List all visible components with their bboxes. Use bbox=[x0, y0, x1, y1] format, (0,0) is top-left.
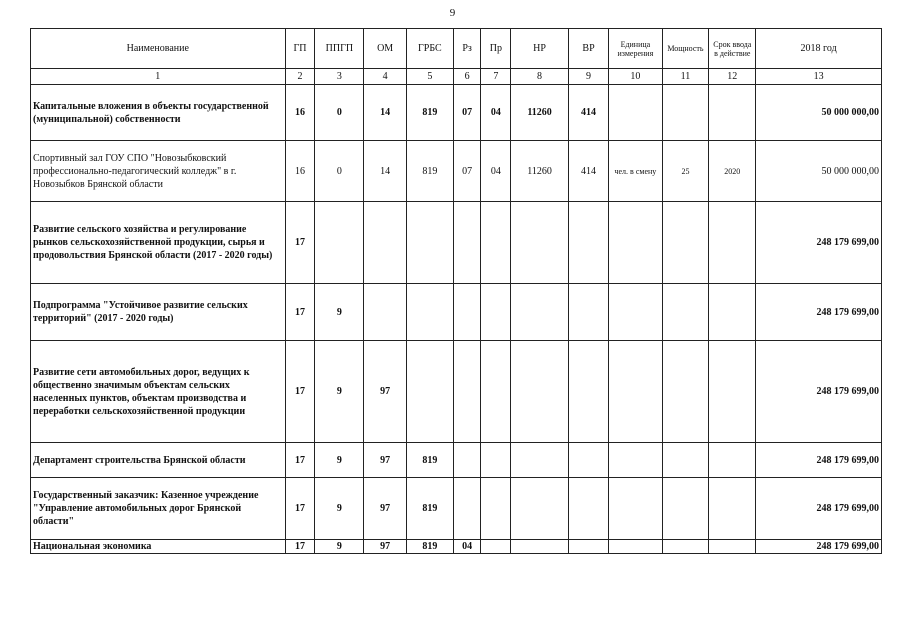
col-header-gp: ГП bbox=[285, 29, 315, 69]
table-row bbox=[31, 540, 882, 554]
cell-term bbox=[709, 341, 756, 443]
col-header-ppgp: ППГП bbox=[315, 29, 364, 69]
cell-unit bbox=[609, 85, 662, 141]
cell-amount-2018: 248 179 699,00 bbox=[756, 443, 882, 478]
cell-rz: 04 bbox=[453, 540, 481, 554]
cell-nr bbox=[511, 478, 569, 540]
table-row bbox=[31, 202, 882, 284]
cell-pr bbox=[481, 478, 511, 540]
cell-rz: 07 bbox=[453, 141, 481, 202]
row-name: Спортивный зал ГОУ СПО "Новозыбковский профессионально-педагогический колледж" в г. Новозыбков Брянской области bbox=[31, 141, 286, 202]
cell-unit bbox=[609, 478, 662, 540]
cell-term: 2020 bbox=[709, 141, 756, 202]
cell-nr bbox=[511, 284, 569, 341]
cell-gp: 16 bbox=[285, 85, 315, 141]
cell-nr: 11260 bbox=[511, 85, 569, 141]
column-number: 9 bbox=[568, 69, 608, 85]
cell-unit bbox=[609, 540, 662, 554]
column-number: 5 bbox=[406, 69, 453, 85]
table-row bbox=[31, 85, 882, 141]
row-name: Департамент строительства Брянской области bbox=[31, 443, 286, 478]
cell-term bbox=[709, 478, 756, 540]
col-header-nr: НР bbox=[511, 29, 569, 69]
cell-vr bbox=[568, 478, 608, 540]
budget-table bbox=[30, 28, 882, 554]
table-row bbox=[31, 443, 882, 478]
cell-nr bbox=[511, 540, 569, 554]
cell-om: 97 bbox=[364, 341, 407, 443]
cell-term bbox=[709, 443, 756, 478]
cell-unit bbox=[609, 202, 662, 284]
cell-power bbox=[662, 478, 709, 540]
col-header-om: ОМ bbox=[364, 29, 407, 69]
table-row bbox=[31, 341, 882, 443]
cell-gp: 17 bbox=[285, 540, 315, 554]
cell-pr bbox=[481, 202, 511, 284]
cell-grbs: 819 bbox=[406, 85, 453, 141]
table-row bbox=[31, 478, 882, 540]
cell-rz bbox=[453, 443, 481, 478]
cell-om: 97 bbox=[364, 540, 407, 554]
cell-power: 25 bbox=[662, 141, 709, 202]
cell-pr bbox=[481, 540, 511, 554]
cell-nr: 11260 bbox=[511, 141, 569, 202]
cell-vr: 414 bbox=[568, 85, 608, 141]
cell-ppgp: 9 bbox=[315, 341, 364, 443]
cell-nr bbox=[511, 341, 569, 443]
cell-ppgp: 9 bbox=[315, 443, 364, 478]
col-header-name: Наименование bbox=[31, 29, 286, 69]
cell-rz bbox=[453, 284, 481, 341]
cell-grbs: 819 bbox=[406, 141, 453, 202]
cell-grbs: 819 bbox=[406, 443, 453, 478]
cell-grbs bbox=[406, 284, 453, 341]
cell-power bbox=[662, 284, 709, 341]
cell-amount-2018: 248 179 699,00 bbox=[756, 284, 882, 341]
cell-rz bbox=[453, 202, 481, 284]
cell-gp: 17 bbox=[285, 202, 315, 284]
cell-pr bbox=[481, 284, 511, 341]
cell-vr bbox=[568, 202, 608, 284]
column-number: 11 bbox=[662, 69, 709, 85]
header-row bbox=[31, 29, 882, 69]
row-name: Капитальные вложения в объекты государственной (муниципальной) собственности bbox=[31, 85, 286, 141]
cell-unit bbox=[609, 284, 662, 341]
row-name: Государственный заказчик: Казенное учреждение "Управление автомобильных дорог Брянской области" bbox=[31, 478, 286, 540]
page-number: 9 bbox=[449, 7, 456, 19]
cell-term bbox=[709, 202, 756, 284]
cell-om bbox=[364, 202, 407, 284]
cell-om: 14 bbox=[364, 141, 407, 202]
row-name: Развитие сельского хозяйства и регулирование рынков сельскохозяйственной продукции, сырья и продовольствия Брянской области (2017 - 2020 годы) bbox=[31, 202, 286, 284]
cell-amount-2018: 50 000 000,00 bbox=[756, 141, 882, 202]
cell-term bbox=[709, 540, 756, 554]
cell-ppgp: 9 bbox=[315, 540, 364, 554]
cell-vr bbox=[568, 443, 608, 478]
cell-om: 97 bbox=[364, 478, 407, 540]
cell-amount-2018: 50 000 000,00 bbox=[756, 85, 882, 141]
col-header-pr: Пр bbox=[481, 29, 511, 69]
cell-power bbox=[662, 85, 709, 141]
column-number: 4 bbox=[364, 69, 407, 85]
cell-pr: 04 bbox=[481, 85, 511, 141]
cell-grbs bbox=[406, 202, 453, 284]
col-header-vr: ВР bbox=[568, 29, 608, 69]
cell-gp: 16 bbox=[285, 141, 315, 202]
col-header-power: Мощность bbox=[662, 29, 709, 69]
cell-nr bbox=[511, 443, 569, 478]
cell-unit bbox=[609, 443, 662, 478]
column-number: 13 bbox=[756, 69, 882, 85]
cell-grbs: 819 bbox=[406, 540, 453, 554]
cell-om bbox=[364, 284, 407, 341]
cell-rz: 07 bbox=[453, 85, 481, 141]
row-name: Национальная экономика bbox=[31, 540, 286, 554]
cell-gp: 17 bbox=[285, 443, 315, 478]
cell-unit: чел. в смену bbox=[609, 141, 662, 202]
column-number: 3 bbox=[315, 69, 364, 85]
cell-power bbox=[662, 443, 709, 478]
cell-pr bbox=[481, 443, 511, 478]
column-number: 2 bbox=[285, 69, 315, 85]
column-number: 8 bbox=[511, 69, 569, 85]
cell-ppgp: 0 bbox=[315, 85, 364, 141]
cell-gp: 17 bbox=[285, 341, 315, 443]
cell-ppgp: 0 bbox=[315, 141, 364, 202]
cell-gp: 17 bbox=[285, 284, 315, 341]
cell-ppgp: 9 bbox=[315, 284, 364, 341]
cell-term bbox=[709, 284, 756, 341]
column-number-row bbox=[31, 69, 882, 85]
cell-nr bbox=[511, 202, 569, 284]
cell-amount-2018: 248 179 699,00 bbox=[756, 341, 882, 443]
table-row bbox=[31, 141, 882, 202]
cell-amount-2018: 248 179 699,00 bbox=[756, 202, 882, 284]
column-number: 6 bbox=[453, 69, 481, 85]
cell-grbs bbox=[406, 341, 453, 443]
cell-power bbox=[662, 202, 709, 284]
cell-vr: 414 bbox=[568, 141, 608, 202]
row-name: Подпрограмма "Устойчивое развитие сельских территорий" (2017 - 2020 годы) bbox=[31, 284, 286, 341]
cell-rz bbox=[453, 478, 481, 540]
column-number: 1 bbox=[31, 69, 286, 85]
col-header-rz: Рз bbox=[453, 29, 481, 69]
cell-vr bbox=[568, 341, 608, 443]
cell-pr: 04 bbox=[481, 141, 511, 202]
col-header-year-2018: 2018 год bbox=[756, 29, 882, 69]
cell-grbs: 819 bbox=[406, 478, 453, 540]
table-row bbox=[31, 284, 882, 341]
cell-ppgp bbox=[315, 202, 364, 284]
column-number: 7 bbox=[481, 69, 511, 85]
row-name: Развитие сети автомобильных дорог, ведущих к общественно значимым объектам сельских населенных пунктов, объектам производства и переработки сельскохозяйственной продукции bbox=[31, 341, 286, 443]
col-header-term: Срок ввода в действие bbox=[709, 29, 756, 69]
cell-term bbox=[709, 85, 756, 141]
cell-power bbox=[662, 341, 709, 443]
cell-power bbox=[662, 540, 709, 554]
cell-vr bbox=[568, 540, 608, 554]
column-number: 10 bbox=[609, 69, 662, 85]
cell-unit bbox=[609, 341, 662, 443]
column-number: 12 bbox=[709, 69, 756, 85]
cell-gp: 17 bbox=[285, 478, 315, 540]
cell-pr bbox=[481, 341, 511, 443]
cell-amount-2018: 248 179 699,00 bbox=[756, 540, 882, 554]
cell-ppgp: 9 bbox=[315, 478, 364, 540]
cell-om: 97 bbox=[364, 443, 407, 478]
cell-amount-2018: 248 179 699,00 bbox=[756, 478, 882, 540]
cell-om: 14 bbox=[364, 85, 407, 141]
col-header-grbs: ГРБС bbox=[406, 29, 453, 69]
cell-rz bbox=[453, 341, 481, 443]
cell-vr bbox=[568, 284, 608, 341]
col-header-unit: Единица измерения bbox=[609, 29, 662, 69]
